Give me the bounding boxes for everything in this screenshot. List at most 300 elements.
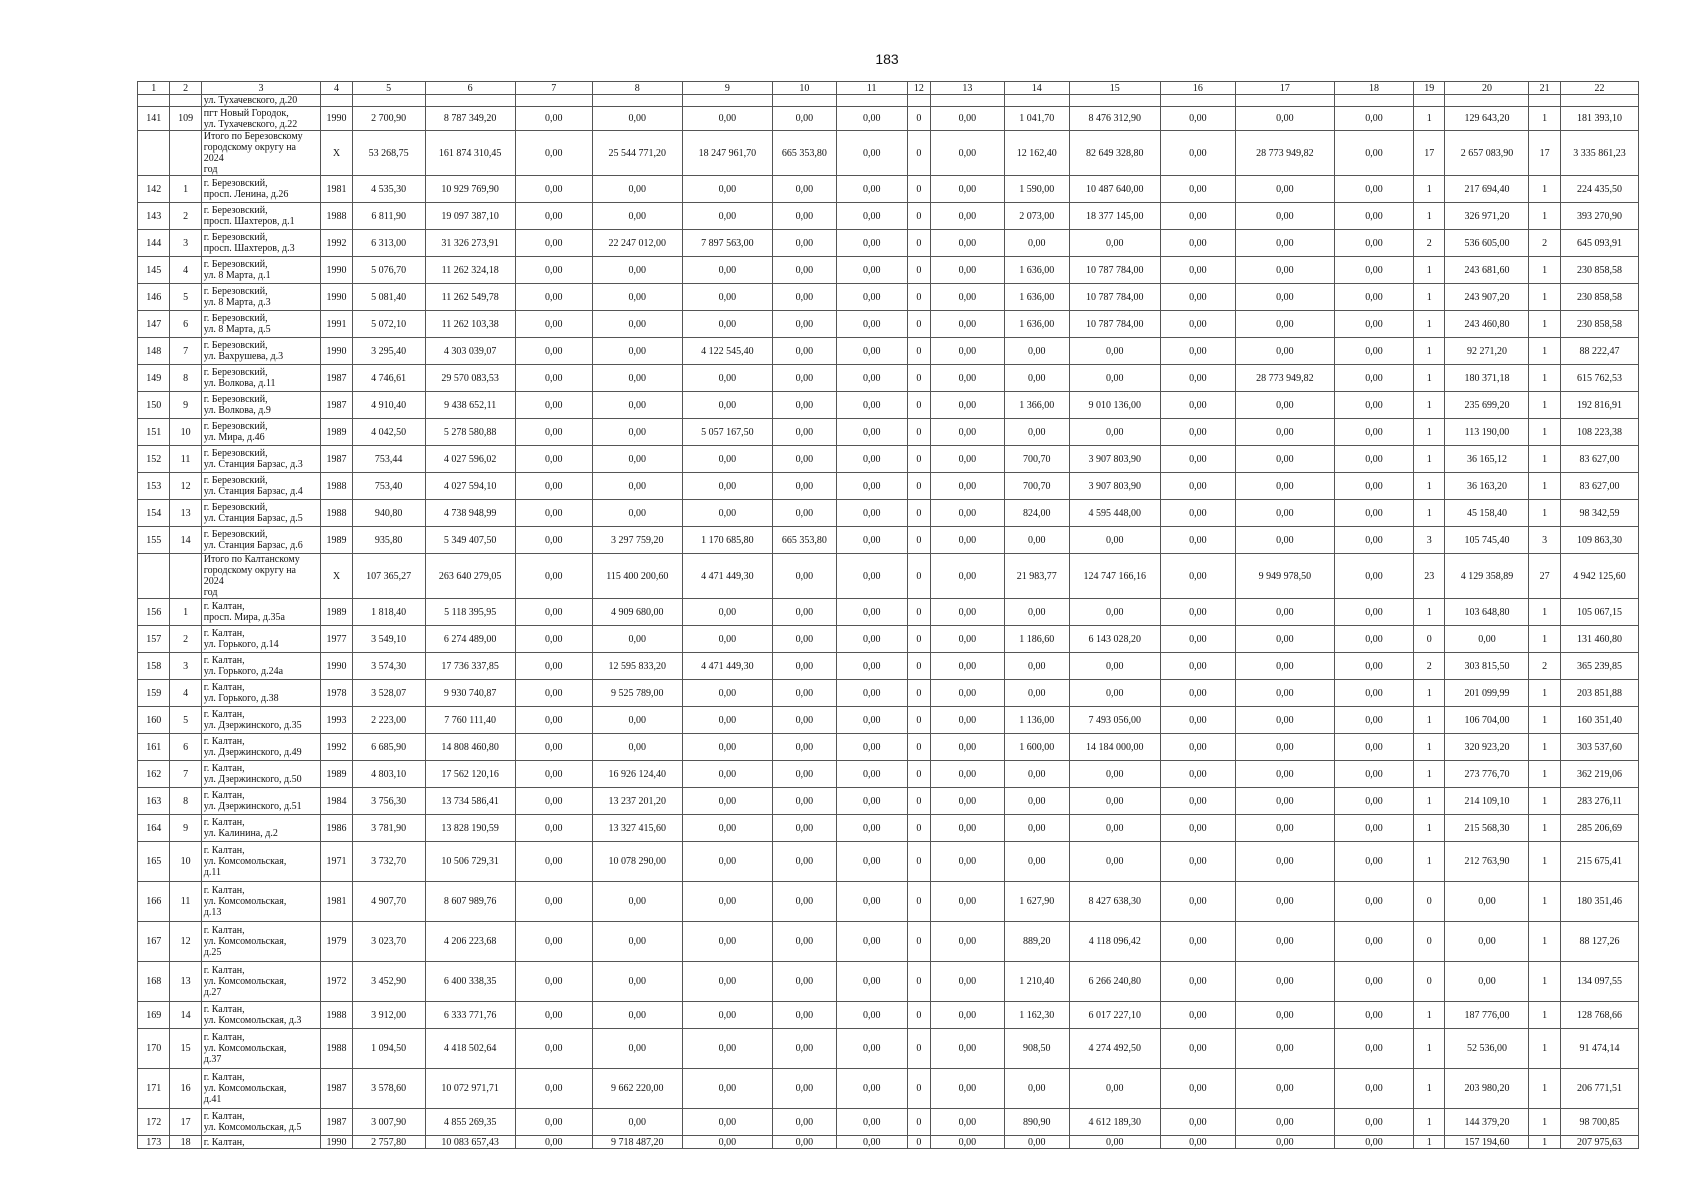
table-cell: 0,00 bbox=[1235, 284, 1334, 311]
table-cell: 160 bbox=[138, 707, 170, 734]
table-cell: 3 756,30 bbox=[352, 788, 425, 815]
table-cell: 5 057 167,50 bbox=[682, 419, 772, 446]
table-row bbox=[138, 707, 1639, 734]
table-cell: 0,00 bbox=[1069, 842, 1160, 882]
table-row bbox=[138, 284, 1639, 311]
table-cell: 0,00 bbox=[1004, 419, 1069, 446]
table-cell: 0,00 bbox=[1160, 626, 1235, 653]
table-cell: 0,00 bbox=[1335, 419, 1414, 446]
table-cell: 1990 bbox=[321, 338, 352, 365]
table-cell: 214 109,10 bbox=[1445, 788, 1529, 815]
table-cell: 129 643,20 bbox=[1445, 107, 1529, 131]
table-cell: 0,00 bbox=[515, 392, 592, 419]
table-cell: 10 787 784,00 bbox=[1069, 284, 1160, 311]
table-cell: 0,00 bbox=[930, 882, 1004, 922]
table-cell: 7 bbox=[170, 761, 201, 788]
table-cell: 1987 bbox=[321, 365, 352, 392]
table-row bbox=[138, 338, 1639, 365]
table-cell: 0 bbox=[907, 962, 930, 1002]
table-cell: 0,00 bbox=[773, 962, 837, 1002]
table-cell: 303 815,50 bbox=[1445, 653, 1529, 680]
table-cell: 615 762,53 bbox=[1560, 365, 1638, 392]
table-cell: 0,00 bbox=[1160, 365, 1235, 392]
column-number-cell: 20 bbox=[1445, 82, 1529, 95]
address-cell: г. Калтан, ул. Дзержинского, д.50 bbox=[201, 761, 321, 788]
table-cell: 235 699,20 bbox=[1445, 392, 1529, 419]
table-cell: 0,00 bbox=[515, 1002, 592, 1029]
table-cell: 230 858,58 bbox=[1560, 284, 1638, 311]
table-cell: 0,00 bbox=[515, 203, 592, 230]
column-number-cell: 8 bbox=[592, 82, 682, 95]
table-cell: 155 bbox=[138, 527, 170, 554]
table-cell: 0,00 bbox=[773, 392, 837, 419]
table-cell: 0,00 bbox=[1335, 107, 1414, 131]
table-row bbox=[138, 1069, 1639, 1109]
table-cell: 0,00 bbox=[1160, 392, 1235, 419]
table-cell: 0,00 bbox=[515, 230, 592, 257]
table-cell: 0,00 bbox=[1160, 1109, 1235, 1136]
table-cell: 283 276,11 bbox=[1560, 788, 1638, 815]
table-cell: 0,00 bbox=[682, 1029, 772, 1069]
table-cell: 3 bbox=[1414, 527, 1445, 554]
table-cell: 158 bbox=[138, 653, 170, 680]
table-cell: 0,00 bbox=[1004, 680, 1069, 707]
table-cell: 1 627,90 bbox=[1004, 882, 1069, 922]
table-row bbox=[138, 365, 1639, 392]
table-cell: 156 bbox=[138, 599, 170, 626]
table-cell: 1 bbox=[1529, 815, 1560, 842]
table-cell: 145 bbox=[138, 257, 170, 284]
table-cell bbox=[138, 131, 170, 176]
table-cell: 192 816,91 bbox=[1560, 392, 1638, 419]
table-row bbox=[138, 392, 1639, 419]
table-cell: 1990 bbox=[321, 1136, 352, 1149]
table-cell: 6 bbox=[170, 734, 201, 761]
table-cell: 0,00 bbox=[930, 653, 1004, 680]
address-cell: г. Березовский, просп. Шахтеров, д.3 bbox=[201, 230, 321, 257]
table-cell: 0 bbox=[907, 882, 930, 922]
table-cell: 0,00 bbox=[773, 338, 837, 365]
table-cell: 9 525 789,00 bbox=[592, 680, 682, 707]
table-cell: 1 636,00 bbox=[1004, 257, 1069, 284]
table-cell: 0,00 bbox=[1235, 626, 1334, 653]
table-cell: 88 127,26 bbox=[1560, 922, 1638, 962]
table-cell: 0,00 bbox=[773, 761, 837, 788]
table-cell: 1988 bbox=[321, 1029, 352, 1069]
table-cell: 0,00 bbox=[682, 1069, 772, 1109]
table-cell: 753,44 bbox=[352, 446, 425, 473]
table-cell: 0,00 bbox=[836, 419, 907, 446]
table-cell: 1 bbox=[1414, 338, 1445, 365]
table-cell: 206 771,51 bbox=[1560, 1069, 1638, 1109]
table-cell: 1 bbox=[1529, 599, 1560, 626]
table-cell: 0,00 bbox=[930, 338, 1004, 365]
table-row bbox=[138, 761, 1639, 788]
table-cell: 0,00 bbox=[592, 1029, 682, 1069]
table-cell bbox=[930, 95, 1004, 107]
table-cell: 1 636,00 bbox=[1004, 284, 1069, 311]
table-cell: 4 027 594,10 bbox=[425, 473, 515, 500]
table-cell: 0,00 bbox=[836, 473, 907, 500]
table-cell: 0,00 bbox=[836, 500, 907, 527]
table-cell: 0 bbox=[907, 257, 930, 284]
address-cell: г. Березовский, просп. Шахтеров, д.1 bbox=[201, 203, 321, 230]
table-cell: 0 bbox=[907, 527, 930, 554]
table-row bbox=[138, 842, 1639, 882]
table-cell: 4 274 492,50 bbox=[1069, 1029, 1160, 1069]
table-cell: 9 bbox=[170, 815, 201, 842]
table-cell: 0,00 bbox=[1335, 1136, 1414, 1149]
table-cell: 1 bbox=[1414, 500, 1445, 527]
table-cell: 1 136,00 bbox=[1004, 707, 1069, 734]
table-cell: 113 190,00 bbox=[1445, 419, 1529, 446]
table-cell: 201 099,99 bbox=[1445, 680, 1529, 707]
table-cell bbox=[170, 554, 201, 599]
table-cell: 6 400 338,35 bbox=[425, 962, 515, 1002]
table-row bbox=[138, 922, 1639, 962]
table-cell: X bbox=[321, 131, 352, 176]
table-cell: 0,00 bbox=[773, 554, 837, 599]
table-row bbox=[138, 176, 1639, 203]
table-row bbox=[138, 311, 1639, 338]
table-cell: 1 bbox=[1414, 761, 1445, 788]
table-cell: 8 bbox=[170, 365, 201, 392]
table-cell: 0,00 bbox=[930, 176, 1004, 203]
table-cell bbox=[1335, 95, 1414, 107]
table-cell: 1988 bbox=[321, 500, 352, 527]
column-number-cell: 1 bbox=[138, 82, 170, 95]
table-cell: 19 097 387,10 bbox=[425, 203, 515, 230]
table-cell: 82 649 328,80 bbox=[1069, 131, 1160, 176]
table-cell: 1 bbox=[1529, 176, 1560, 203]
table-cell: 1 636,00 bbox=[1004, 311, 1069, 338]
table-cell: 0,00 bbox=[1235, 500, 1334, 527]
table-cell: 0,00 bbox=[682, 626, 772, 653]
table-cell: 1 bbox=[1529, 680, 1560, 707]
table-cell: 0,00 bbox=[1335, 284, 1414, 311]
table-cell: 1984 bbox=[321, 788, 352, 815]
table-cell: 98 700,85 bbox=[1560, 1109, 1638, 1136]
table-cell: 14 bbox=[170, 1002, 201, 1029]
table-cell: 0,00 bbox=[1004, 653, 1069, 680]
table-cell: 6 333 771,76 bbox=[425, 1002, 515, 1029]
table-cell: 0 bbox=[907, 284, 930, 311]
table-cell: 0,00 bbox=[773, 365, 837, 392]
table-cell bbox=[1445, 95, 1529, 107]
table-cell: 171 bbox=[138, 1069, 170, 1109]
table-cell: 0,00 bbox=[836, 257, 907, 284]
table-cell bbox=[425, 95, 515, 107]
table-cell: 5 bbox=[170, 284, 201, 311]
table-cell: 0,00 bbox=[682, 257, 772, 284]
address-cell: г. Калтан, ул. Дзержинского, д.51 bbox=[201, 788, 321, 815]
table-cell: 3 907 803,90 bbox=[1069, 446, 1160, 473]
table-cell: 1 bbox=[1414, 1029, 1445, 1069]
table-cell: 3 452,90 bbox=[352, 962, 425, 1002]
table-row bbox=[138, 1002, 1639, 1029]
table-cell: 0,00 bbox=[1160, 680, 1235, 707]
table-cell: 230 858,58 bbox=[1560, 257, 1638, 284]
table-cell: 0 bbox=[1414, 882, 1445, 922]
table-cell: 5 349 407,50 bbox=[425, 527, 515, 554]
table-cell: 753,40 bbox=[352, 473, 425, 500]
table-cell: 166 bbox=[138, 882, 170, 922]
table-cell: 4 042,50 bbox=[352, 419, 425, 446]
table-cell: 0,00 bbox=[836, 365, 907, 392]
table-cell: 0,00 bbox=[1235, 1002, 1334, 1029]
table-cell: 98 342,59 bbox=[1560, 500, 1638, 527]
table-cell: 0,00 bbox=[1160, 1002, 1235, 1029]
table-cell: 23 bbox=[1414, 554, 1445, 599]
table-cell: 0,00 bbox=[773, 1109, 837, 1136]
table-cell: 0,00 bbox=[1235, 446, 1334, 473]
table-body bbox=[138, 95, 1639, 1149]
table-cell: 2 bbox=[1414, 230, 1445, 257]
table-cell: 1990 bbox=[321, 257, 352, 284]
table-row bbox=[138, 473, 1639, 500]
table-cell: 0,00 bbox=[1160, 500, 1235, 527]
address-cell: Итого по Калтанскому городскому округу на 2024 год bbox=[201, 554, 321, 599]
table-cell: 3 335 861,23 bbox=[1560, 131, 1638, 176]
table-cell: 52 536,00 bbox=[1445, 1029, 1529, 1069]
table-cell: 0,00 bbox=[930, 203, 1004, 230]
table-cell: 0,00 bbox=[930, 257, 1004, 284]
table-cell: 0,00 bbox=[1235, 473, 1334, 500]
table-cell: 0,00 bbox=[1235, 392, 1334, 419]
table-cell: 0,00 bbox=[1160, 653, 1235, 680]
table-cell: 1 bbox=[1414, 446, 1445, 473]
housing-register-table bbox=[137, 81, 1639, 1149]
table-cell: 0,00 bbox=[836, 107, 907, 131]
table-cell: 0,00 bbox=[1069, 1069, 1160, 1109]
table-cell: 0,00 bbox=[1445, 922, 1529, 962]
table-cell: 165 bbox=[138, 842, 170, 882]
table-cell: 0,00 bbox=[592, 203, 682, 230]
table-cell: 5 bbox=[170, 707, 201, 734]
table-cell: 0,00 bbox=[1235, 599, 1334, 626]
table-cell: 0,00 bbox=[682, 815, 772, 842]
table-cell: 0,00 bbox=[682, 365, 772, 392]
table-cell: 0,00 bbox=[930, 419, 1004, 446]
table-cell: 4 535,30 bbox=[352, 176, 425, 203]
table-cell: 13 734 586,41 bbox=[425, 788, 515, 815]
table-cell: 1 bbox=[1529, 1109, 1560, 1136]
table-cell: 0,00 bbox=[515, 257, 592, 284]
table-cell: 0,00 bbox=[1235, 815, 1334, 842]
table-cell: 157 bbox=[138, 626, 170, 653]
table-cell: 0,00 bbox=[682, 761, 772, 788]
table-cell: 1 bbox=[1529, 419, 1560, 446]
table-cell: 0,00 bbox=[515, 761, 592, 788]
table-cell: 0,00 bbox=[515, 1109, 592, 1136]
table-cell: 0,00 bbox=[1335, 626, 1414, 653]
table-cell: 1 bbox=[1414, 1109, 1445, 1136]
table-row bbox=[138, 446, 1639, 473]
table-cell: 0,00 bbox=[1235, 230, 1334, 257]
table-cell: 12 bbox=[170, 473, 201, 500]
table-cell: 0,00 bbox=[1069, 788, 1160, 815]
table-cell: 13 bbox=[170, 500, 201, 527]
table-cell: 172 bbox=[138, 1109, 170, 1136]
table-cell: 0,00 bbox=[773, 257, 837, 284]
table-cell bbox=[907, 95, 930, 107]
table-cell: 1 bbox=[1529, 338, 1560, 365]
table-cell: 1 bbox=[1529, 962, 1560, 1002]
table-cell: 212 763,90 bbox=[1445, 842, 1529, 882]
table-cell: 0,00 bbox=[1335, 1109, 1414, 1136]
table-cell: 109 863,30 bbox=[1560, 527, 1638, 554]
table-cell: 8 787 349,20 bbox=[425, 107, 515, 131]
column-number-cell: 18 bbox=[1335, 82, 1414, 95]
table-cell: 1 bbox=[1529, 257, 1560, 284]
table-cell: 0 bbox=[1414, 962, 1445, 1002]
table-cell: 1 bbox=[1414, 1002, 1445, 1029]
table-cell: 1 bbox=[1529, 788, 1560, 815]
table-cell: 4 746,61 bbox=[352, 365, 425, 392]
table-cell: 0,00 bbox=[592, 338, 682, 365]
table-cell: 1987 bbox=[321, 1069, 352, 1109]
table-cell: 0,00 bbox=[592, 311, 682, 338]
table-cell: 0 bbox=[907, 338, 930, 365]
table-cell: 28 773 949,82 bbox=[1235, 131, 1334, 176]
table-cell: 1 094,50 bbox=[352, 1029, 425, 1069]
table-cell: 365 239,85 bbox=[1560, 653, 1638, 680]
table-cell: 0,00 bbox=[836, 1136, 907, 1149]
table-cell: 1 bbox=[1529, 473, 1560, 500]
table-cell: 0,00 bbox=[773, 707, 837, 734]
column-number-cell: 10 bbox=[773, 82, 837, 95]
table-cell: 1989 bbox=[321, 599, 352, 626]
table-cell: 0,00 bbox=[930, 446, 1004, 473]
table-cell: 0,00 bbox=[1335, 599, 1414, 626]
table-cell: 0,00 bbox=[592, 962, 682, 1002]
table-cell: 0 bbox=[907, 842, 930, 882]
table-cell: 0,00 bbox=[682, 284, 772, 311]
table-cell: 1 bbox=[1414, 176, 1445, 203]
table-cell: 0,00 bbox=[682, 842, 772, 882]
table-cell: 0,00 bbox=[930, 815, 1004, 842]
table-cell: 0 bbox=[907, 311, 930, 338]
table-cell: 0,00 bbox=[1160, 707, 1235, 734]
table-cell: 0,00 bbox=[1235, 1029, 1334, 1069]
column-number-cell: 5 bbox=[352, 82, 425, 95]
table-cell: 0,00 bbox=[1235, 176, 1334, 203]
table-row bbox=[138, 734, 1639, 761]
table-cell: 149 bbox=[138, 365, 170, 392]
table-cell: 0,00 bbox=[1235, 1136, 1334, 1149]
table-cell: 10 083 657,43 bbox=[425, 1136, 515, 1149]
table-cell: 3 007,90 bbox=[352, 1109, 425, 1136]
table-cell: 1 bbox=[1414, 680, 1445, 707]
table-cell: 0,00 bbox=[1160, 882, 1235, 922]
table-cell: 103 648,80 bbox=[1445, 599, 1529, 626]
table-cell: 1 bbox=[1414, 599, 1445, 626]
address-cell: г. Калтан, ул. Комсомольская, д.25 bbox=[201, 922, 321, 962]
table-cell bbox=[1414, 95, 1445, 107]
table-cell: 164 bbox=[138, 815, 170, 842]
table-cell: 88 222,47 bbox=[1560, 338, 1638, 365]
table-cell: 940,80 bbox=[352, 500, 425, 527]
table-cell: 1 bbox=[1414, 311, 1445, 338]
table-cell: 0,00 bbox=[1004, 1136, 1069, 1149]
table-cell: 0,00 bbox=[592, 284, 682, 311]
table-cell: 53 268,75 bbox=[352, 131, 425, 176]
table-cell: 181 393,10 bbox=[1560, 107, 1638, 131]
table-cell: 0,00 bbox=[1004, 230, 1069, 257]
table-cell: 1992 bbox=[321, 734, 352, 761]
table-cell: 159 bbox=[138, 680, 170, 707]
table-cell: 0,00 bbox=[515, 554, 592, 599]
table-cell: 0,00 bbox=[1004, 527, 1069, 554]
table-cell: 1 600,00 bbox=[1004, 734, 1069, 761]
table-cell: 0,00 bbox=[682, 734, 772, 761]
table-cell: 0,00 bbox=[930, 230, 1004, 257]
table-cell: 0,00 bbox=[1004, 338, 1069, 365]
table-cell: 105 067,15 bbox=[1560, 599, 1638, 626]
table-cell: 0,00 bbox=[1004, 1069, 1069, 1109]
table-cell: 0,00 bbox=[930, 761, 1004, 788]
table-cell: 1990 bbox=[321, 284, 352, 311]
table-cell: 1 bbox=[1414, 1069, 1445, 1109]
table-cell: 0,00 bbox=[1235, 761, 1334, 788]
table-row bbox=[138, 419, 1639, 446]
table-cell: 0,00 bbox=[1335, 311, 1414, 338]
table-cell: 1 bbox=[1529, 626, 1560, 653]
table-cell: 0,00 bbox=[1335, 882, 1414, 922]
table-cell: 0,00 bbox=[1004, 842, 1069, 882]
table-cell: 1 162,30 bbox=[1004, 1002, 1069, 1029]
table-cell: 0,00 bbox=[773, 284, 837, 311]
table-cell: 0,00 bbox=[515, 626, 592, 653]
table-cell: 1 bbox=[1414, 365, 1445, 392]
column-number-cell: 17 bbox=[1235, 82, 1334, 95]
table-cell: 0,00 bbox=[1160, 842, 1235, 882]
table-cell: 4 738 948,99 bbox=[425, 500, 515, 527]
table-cell: 1 bbox=[1529, 311, 1560, 338]
table-cell bbox=[1069, 95, 1160, 107]
table-cell: 1 bbox=[1529, 1029, 1560, 1069]
table-cell: 1990 bbox=[321, 653, 352, 680]
table-cell: 8 607 989,76 bbox=[425, 882, 515, 922]
table-cell: 0,00 bbox=[836, 392, 907, 419]
table-cell: 0,00 bbox=[930, 107, 1004, 131]
column-number-cell: 16 bbox=[1160, 82, 1235, 95]
table-cell: 0,00 bbox=[1335, 230, 1414, 257]
table-cell: 0,00 bbox=[682, 107, 772, 131]
table-cell: 12 595 833,20 bbox=[592, 653, 682, 680]
table-cell: 169 bbox=[138, 1002, 170, 1029]
table-cell: 11 262 103,38 bbox=[425, 311, 515, 338]
table-cell: 263 640 279,05 bbox=[425, 554, 515, 599]
table-cell: 0,00 bbox=[1235, 788, 1334, 815]
table-cell: 0,00 bbox=[515, 419, 592, 446]
table-cell: 0 bbox=[907, 653, 930, 680]
address-cell: г. Березовский, ул. 8 Марта, д.1 bbox=[201, 257, 321, 284]
table-cell: 4 129 358,89 bbox=[1445, 554, 1529, 599]
table-cell: 0,00 bbox=[930, 1109, 1004, 1136]
table-cell: 0,00 bbox=[773, 734, 837, 761]
table-cell: 0,00 bbox=[836, 680, 907, 707]
table-cell: 0 bbox=[1414, 626, 1445, 653]
table-cell: 3 781,90 bbox=[352, 815, 425, 842]
table-cell: 0,00 bbox=[1335, 653, 1414, 680]
table-cell: 0,00 bbox=[1235, 203, 1334, 230]
address-cell: г. Калтан, просп. Мира, д.35а bbox=[201, 599, 321, 626]
table-row bbox=[138, 1109, 1639, 1136]
table-cell: 7 760 111,40 bbox=[425, 707, 515, 734]
table-cell bbox=[321, 95, 352, 107]
table-cell: 1 bbox=[1529, 1002, 1560, 1029]
